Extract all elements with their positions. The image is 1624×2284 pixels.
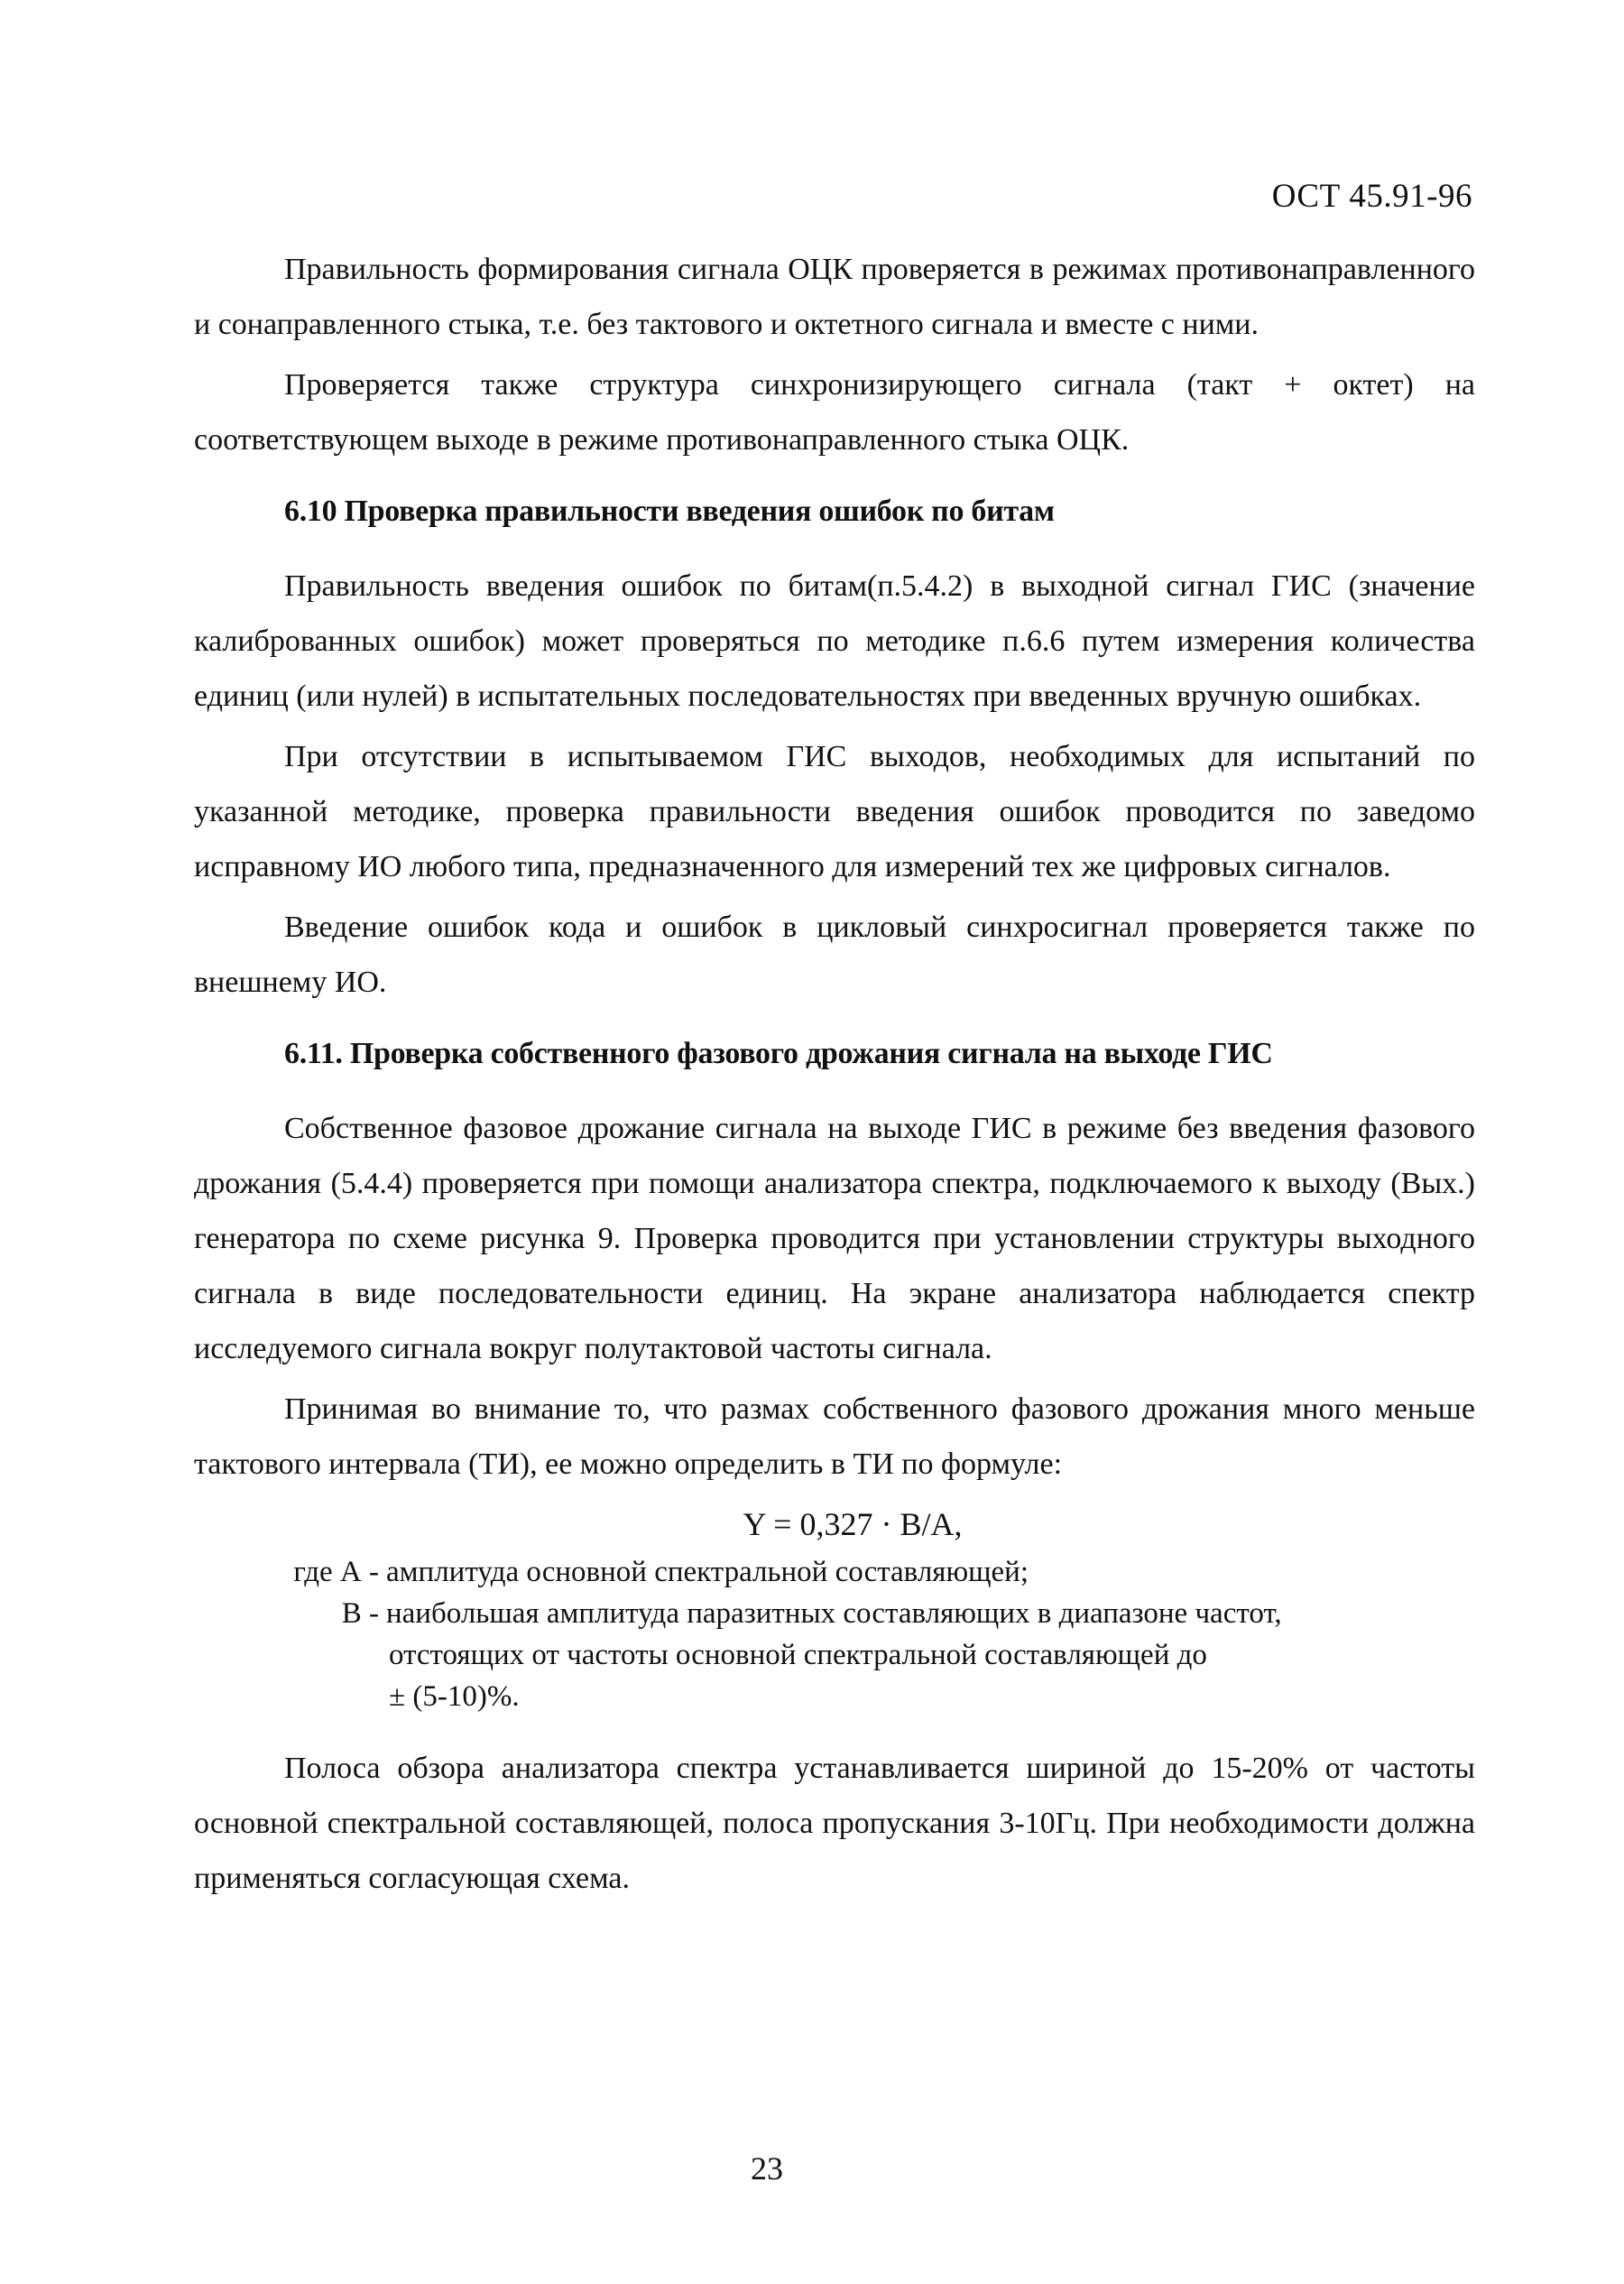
legend-row-b-cont bbox=[194, 1634, 1475, 1676]
legend-row-b bbox=[194, 1593, 1475, 1634]
paragraph: Правильность формирования сигнала ОЦК проверяется в режимах противонаправленного и сонаправленного стыка, т.е. без тактового и октетного сигнала и вместе с ними. bbox=[194, 253, 1475, 341]
paragraph: Собственное фазовое дрожание сигнала на выходе ГИС в режиме без введения фазового дрожания (5.4.4) проверяется при помощи анализатора спектра, подключаемого к выходу (Вых.) генератора по схеме рисунка 9. Проверка проводится при установлении структуры выходного сигнала в виде последовательности единиц. На экране анализатора наблюдается спектр исследуемого сигнала вокруг полутактовой частоты сигнала. bbox=[194, 1112, 1475, 1365]
legend-row-a bbox=[194, 1551, 1475, 1593]
paragraph: Введение ошибок кода и ошибок в цикловый синхросигнал проверяется также по внешнему ИО. bbox=[194, 911, 1475, 999]
formula: Y = 0,327 · B/A, bbox=[743, 1506, 963, 1542]
legend-description: наибольшая амплитуда паразитных составляющих в диапазоне частот, bbox=[386, 1597, 1282, 1630]
legend-description: отстоящих от частоты основной спектральной составляющей до bbox=[389, 1639, 1207, 1671]
legend-description: амплитуда основной спектральной составляющей; bbox=[386, 1556, 1029, 1588]
document-body bbox=[194, 242, 1475, 1911]
legend-symbol: где А - bbox=[293, 1556, 379, 1588]
page-number: 23 bbox=[751, 2150, 783, 2187]
paragraph: Проверяется также структура синхронизирующего сигнала (такт + октет) на соответствующем выходе в режиме противонаправленного стыка ОЦК. bbox=[194, 368, 1475, 457]
legend-description: ± (5-10)%. bbox=[389, 1680, 520, 1713]
paragraph: Правильность введения ошибок по битам(п.5.4.2) в выходной сигнал ГИС (значение калиброванных ошибок) может проверяться по методике п.6.6 путем измерения количества единиц (или нулей) в испытательных последовательностях при введенных вручную ошибках. bbox=[194, 569, 1475, 713]
legend-symbol: В - bbox=[341, 1597, 379, 1630]
section-heading-6-10: 6.10 Проверка правильности введения ошибок по битам bbox=[284, 495, 1055, 528]
paragraph: Полоса обзора анализатора спектра устанавливается шириной до 15-20% от частоты основной спектральной составляющей, полоса пропускания 3-10Гц. При необходимости должна применяться согласующая схема. bbox=[194, 1752, 1475, 1895]
formula-legend bbox=[194, 1551, 1475, 1717]
paragraph: При отсутствии в испытываемом ГИС выходов, необходимых для испытаний по указанной методике, проверка правильности введения ошибок проводится по заведомо исправному ИО любого типа, предназначенного для измерений тех же цифровых сигналов. bbox=[194, 740, 1475, 883]
paragraph: Принимая во внимание то, что размах собственного фазового дрожания много меньше тактового интервала (ТИ), ее можно определить в ТИ по формуле: bbox=[194, 1392, 1475, 1481]
section-heading-6-11: 6.11. Проверка собственного фазового дрожания сигнала на выходе ГИС bbox=[284, 1037, 1273, 1070]
legend-row-b-cont bbox=[194, 1676, 1475, 1717]
document-code: ОСТ 45.91-96 bbox=[1271, 178, 1472, 215]
